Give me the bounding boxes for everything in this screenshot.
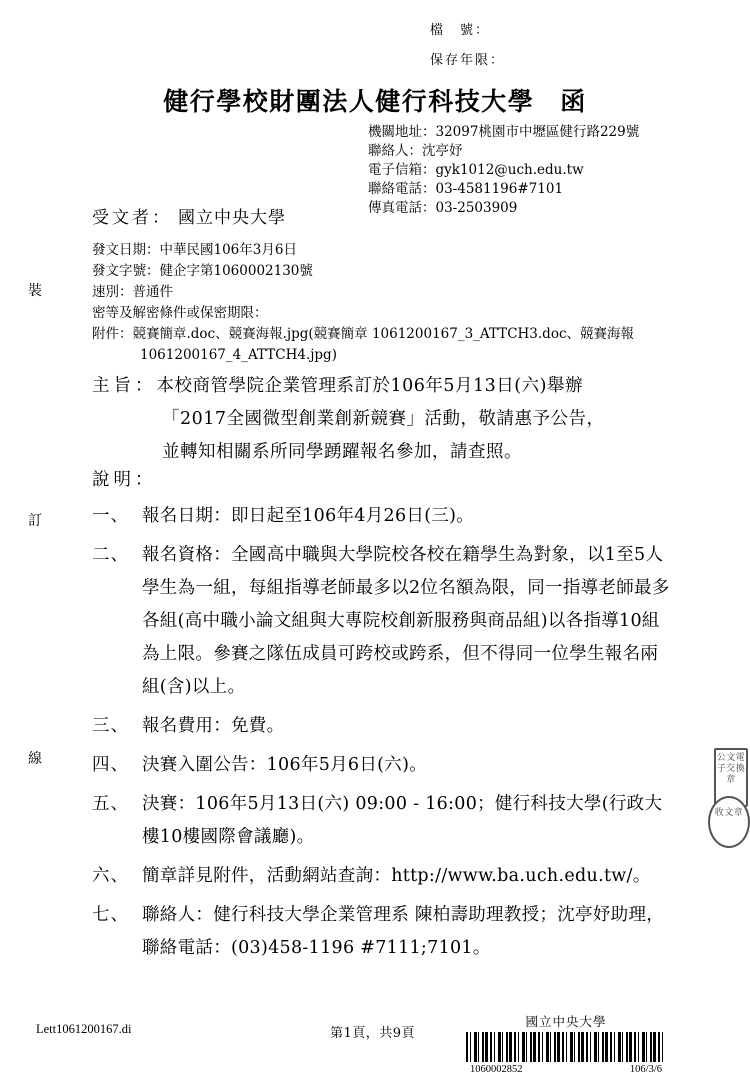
- description-list: [92, 500, 674, 971]
- sender-contact: 聯絡人：沈亭妤: [368, 143, 463, 159]
- subject-label: 主旨：: [92, 376, 157, 396]
- attachment-line-continued: 1061200167_4_ATTCH4.jpg): [140, 347, 337, 363]
- barcode-date: 106/3/6: [629, 1064, 662, 1075]
- footer-page-info: 第1頁，共9頁: [330, 1026, 416, 1041]
- footer-file-id: Lett1061200167.di: [36, 1022, 132, 1036]
- list-item-text: 聯絡人：健行科技大學企業管理系 陳柏壽助理教授；沈亭妤助理，聯絡電話：(03)458-1196 #7111;7101。: [142, 905, 665, 958]
- issue-date: 發文日期：中華民國106年3月6日: [92, 242, 297, 258]
- attachment-line: 附件：競賽簡章.doc、競賽海報.jpg(競賽簡章 1061200167_3_ATTCH3.doc、競賽海報: [92, 326, 635, 342]
- sender-info: [368, 123, 639, 218]
- list-item: [92, 860, 674, 893]
- list-item-text: 決賽：106年5月13日(六) 09:00 - 16:00；健行科技大學(行政大樓10樓國際會議廳)。: [142, 794, 663, 847]
- recipient-line: [92, 203, 286, 228]
- retention-period-label: 保存年限：: [430, 53, 506, 68]
- barcode-image: [466, 1032, 666, 1062]
- subject-body: [148, 370, 672, 469]
- margin-label-staple: 訂: [28, 513, 44, 529]
- list-item: [92, 710, 674, 743]
- received-seal: 收文章: [708, 796, 750, 848]
- list-item-number: 七、: [92, 905, 129, 925]
- list-item-number: 二、: [92, 545, 129, 565]
- list-item-number: 一、: [92, 506, 129, 526]
- recipient-label: 受文者：: [92, 208, 172, 228]
- list-item-number: 六、: [92, 866, 129, 886]
- description-label: 說明：: [92, 470, 157, 490]
- list-item: [92, 749, 674, 782]
- list-item-number: 五、: [92, 794, 129, 814]
- barcode-block: [466, 1012, 666, 1075]
- margin-label-line: 線: [28, 751, 44, 767]
- secrecy-level: 密等及解密條件或保密期限：: [92, 305, 268, 321]
- subject-line-3: 並轉知相關系所同學踴躍報名參加，請查照。: [162, 442, 522, 462]
- sender-address: 機關地址：32097桃園市中壢區健行路229號: [368, 124, 640, 140]
- subject-section: [92, 370, 672, 469]
- electronic-exchange-seal: 公文電子交換章: [714, 748, 748, 807]
- issuing-organization: 健行學校財團法人健行科技大學: [163, 87, 535, 116]
- sender-fax: 傳真電話：03-2503909: [368, 200, 518, 216]
- list-item-number: 四、: [92, 755, 129, 775]
- document-kind: 函: [560, 87, 587, 116]
- sender-phone: 聯絡電話：03-4581196#7101: [368, 181, 564, 197]
- list-item-text: 簡章詳見附件，活動網站查詢：http://www.ba.uch.edu.tw/。: [142, 866, 651, 886]
- page-title: [0, 82, 750, 118]
- list-item: [92, 899, 674, 965]
- archive-fields: [430, 16, 505, 76]
- list-item: [92, 500, 674, 533]
- barcode-title: 國立中央大學: [525, 1014, 607, 1029]
- margin-label-bind: 裝: [28, 283, 44, 299]
- barcode-number: 1060002852: [470, 1064, 523, 1075]
- document-meta: [92, 240, 652, 366]
- list-item-text: 報名日期：即日起至106年4月26日(三)。: [142, 506, 475, 526]
- list-item: [92, 788, 674, 854]
- list-item-text: 報名費用：免費。: [142, 716, 285, 736]
- list-item-text: 決賽入圍公告：106年5月6日(六)。: [142, 755, 428, 775]
- subject-line-2: 「2017全國微型創業創新競賽」活動，敬請惠予公告，: [162, 409, 605, 429]
- list-item-number: 三、: [92, 716, 129, 736]
- subject-line-1: 本校商管學院企業管理系訂於106年5月13日(六)舉辦: [156, 376, 583, 396]
- file-number-label: 檔 號：: [430, 23, 491, 38]
- list-item: [92, 539, 674, 704]
- list-item-text: 報名資格：全國高中職與大學院校各校在籍學生為對象，以1至5人學生為一組，每組指導老師最多以2位名額為限，同一指導老師最多各組(高中職小論文組與大專院校創新服務與商品組)以各指導10組為上限。參賽之隊伍成員可跨校或跨系，但不得同一位學生報名兩組(含)以上。: [142, 545, 670, 697]
- recipient-value: 國立中央大學: [178, 208, 286, 228]
- sender-email: 電子信箱：gyk1012@uch.edu.tw: [368, 162, 584, 178]
- document-number: 發文字號：健企字第1060002130號: [92, 263, 313, 279]
- speed-level: 速別：普通件: [92, 284, 173, 300]
- barcode-caption: [466, 1064, 666, 1075]
